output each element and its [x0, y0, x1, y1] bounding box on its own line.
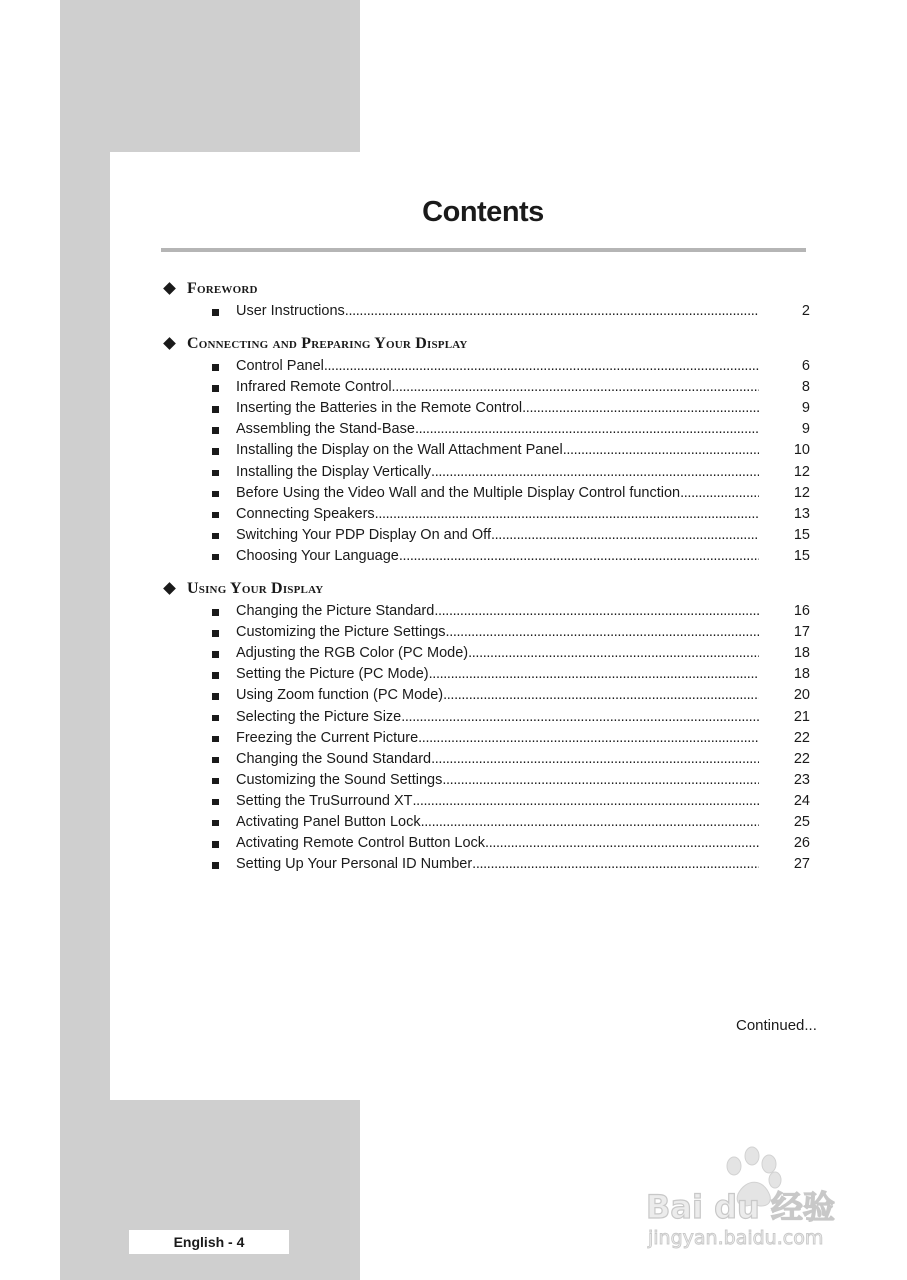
square-bullet-icon	[212, 309, 219, 316]
toc-entry-label: Setting the Picture (PC Mode)	[236, 666, 429, 683]
toc-entry[interactable]	[162, 504, 822, 525]
toc-entry-leader	[236, 812, 759, 833]
toc-entry-leader	[236, 643, 759, 664]
square-bullet-icon	[212, 820, 219, 827]
square-bullet-icon	[212, 448, 219, 455]
toc-entry-leader	[236, 525, 759, 546]
square-bullet-icon	[212, 862, 219, 869]
square-bullet-icon	[212, 609, 219, 616]
toc-entry-label: Selecting the Picture Size	[236, 708, 402, 725]
left-gray-strip	[60, 152, 110, 1100]
toc-entry-leader	[236, 707, 759, 728]
toc-entry[interactable]	[162, 462, 822, 483]
section-title: Foreword	[187, 280, 258, 297]
toc-entry[interactable]	[162, 440, 822, 461]
toc-entry-leader	[236, 728, 759, 749]
toc-entry-label: Before Using the Video Wall and the Multiple Display Control function	[236, 484, 681, 501]
toc-entry[interactable]	[162, 643, 822, 664]
section-foreword	[162, 276, 822, 322]
toc-entry-label: Installing the Display Vertically	[236, 463, 432, 480]
toc-entry[interactable]	[162, 685, 822, 706]
toc-entry-leader	[236, 546, 759, 567]
toc-entry[interactable]	[162, 791, 822, 812]
toc-entry[interactable]	[162, 728, 822, 749]
section-using	[162, 576, 822, 875]
toc-entry-leader	[236, 770, 759, 791]
table-of-contents	[162, 276, 822, 884]
toc-entry-page-number: 6	[801, 358, 810, 375]
toc-entry-leader	[236, 440, 759, 461]
toc-entry-leader	[236, 854, 759, 875]
square-bullet-icon	[212, 736, 219, 743]
toc-entry-label: Choosing Your Language	[236, 547, 399, 564]
toc-entry[interactable]	[162, 664, 822, 685]
toc-entry-label: Activating Panel Button Lock	[236, 813, 421, 830]
toc-entry-label: Using Zoom function (PC Mode)	[236, 687, 444, 704]
toc-entry-page-number: 10	[793, 442, 810, 459]
toc-entry-page-number: 20	[793, 687, 810, 704]
toc-entry-leader	[236, 483, 759, 504]
toc-entry-leader	[236, 685, 759, 706]
toc-entry-leader	[236, 833, 759, 854]
toc-entry-label: Switching Your PDP Display On and Off	[236, 526, 491, 543]
continued-note: Continued...	[736, 1017, 817, 1034]
toc-entry[interactable]	[162, 301, 822, 322]
watermark-url: jingyan.baidu.com	[648, 1227, 824, 1249]
toc-entry[interactable]	[162, 749, 822, 770]
toc-entry[interactable]	[162, 812, 822, 833]
square-bullet-icon	[212, 841, 219, 848]
toc-entry-label: Assembling the Stand-Base	[236, 421, 415, 438]
toc-entry[interactable]	[162, 546, 822, 567]
toc-entry-page-number: 22	[793, 750, 810, 767]
square-bullet-icon	[212, 533, 219, 540]
toc-entry-page-number: 22	[793, 729, 810, 746]
toc-entry-label: Activating Remote Control Button Lock	[236, 835, 486, 852]
square-bullet-icon	[212, 757, 219, 764]
toc-entry-page-number: 25	[793, 813, 810, 830]
toc-entry-label: Setting the TruSurround XT	[236, 792, 413, 809]
square-bullet-icon	[212, 364, 219, 371]
toc-entry-leader	[236, 791, 759, 812]
toc-entry[interactable]	[162, 398, 822, 419]
toc-entry-label: Control Panel	[236, 358, 324, 375]
square-bullet-icon	[212, 693, 219, 700]
toc-entry-leader	[236, 601, 759, 622]
square-bullet-icon	[212, 672, 219, 679]
diamond-bullet-icon	[163, 582, 176, 595]
toc-entry-page-number: 16	[793, 603, 810, 620]
toc-entry-page-number: 12	[793, 463, 810, 480]
toc-entry-page-number: 8	[801, 379, 810, 396]
header-gray-tab	[60, 0, 360, 152]
watermark-brand: Bai du 经验	[646, 1188, 835, 1226]
toc-entry[interactable]	[162, 854, 822, 875]
square-bullet-icon	[212, 778, 219, 785]
title-divider	[161, 248, 806, 252]
toc-entry[interactable]	[162, 377, 822, 398]
square-bullet-icon	[212, 799, 219, 806]
toc-entry-page-number: 21	[793, 708, 810, 725]
square-bullet-icon	[212, 630, 219, 637]
toc-entry-label: User Instructions	[236, 303, 345, 319]
toc-entry-page-number: 12	[793, 484, 810, 501]
diamond-bullet-icon	[163, 337, 176, 350]
toc-entry-label: Customizing the Sound Settings	[236, 771, 443, 788]
toc-entry-leader	[236, 419, 759, 440]
toc-entry-page-number: 13	[793, 505, 810, 522]
toc-entry-label: Connecting Speakers	[236, 505, 375, 522]
toc-entry-label: Inserting the Batteries in the Remote Control	[236, 400, 523, 417]
square-bullet-icon	[212, 470, 219, 477]
toc-entry-page-number: 17	[793, 624, 810, 641]
section-heading	[162, 276, 822, 301]
section-entries	[162, 356, 822, 567]
toc-entry-page-number: 18	[793, 666, 810, 683]
square-bullet-icon	[212, 715, 219, 722]
toc-entry-leader	[236, 301, 759, 322]
toc-entry-label: Infrared Remote Control	[236, 379, 392, 396]
toc-entry[interactable]	[162, 356, 822, 377]
toc-entry-label: Customizing the Picture Settings	[236, 624, 446, 641]
toc-entry[interactable]	[162, 833, 822, 854]
square-bullet-icon	[212, 406, 219, 413]
toc-entry[interactable]	[162, 622, 822, 643]
toc-entry-page-number: 26	[793, 835, 810, 852]
square-bullet-icon	[212, 427, 219, 434]
toc-entry[interactable]	[162, 419, 822, 440]
toc-entry-page-number: 9	[801, 400, 810, 417]
toc-entry-leader	[236, 398, 759, 419]
page-footer-label: English - 4	[129, 1230, 289, 1254]
toc-entry-page-number: 15	[793, 526, 810, 543]
square-bullet-icon	[212, 512, 219, 519]
toc-entry[interactable]	[162, 601, 822, 622]
toc-entry-page-number: 24	[793, 792, 810, 809]
section-title: Connecting and Preparing Your Display	[187, 335, 468, 353]
diamond-bullet-icon	[163, 282, 176, 295]
toc-entry-label: Freezing the Current Picture	[236, 729, 419, 746]
toc-entry[interactable]	[162, 770, 822, 791]
toc-entry-leader	[236, 504, 759, 525]
toc-entry-leader	[236, 664, 759, 685]
square-bullet-icon	[212, 385, 219, 392]
toc-entry-page-number: 27	[793, 856, 810, 873]
section-entries	[162, 301, 822, 322]
square-bullet-icon	[212, 651, 219, 658]
toc-entry[interactable]	[162, 483, 822, 504]
toc-entry-leader	[236, 749, 759, 770]
toc-entry-label: Changing the Picture Standard	[236, 603, 435, 620]
toc-entry-leader	[236, 462, 759, 483]
toc-entry[interactable]	[162, 707, 822, 728]
toc-entry-label: Changing the Sound Standard	[236, 750, 432, 767]
toc-entry-label: Installing the Display on the Wall Attachment Panel	[236, 442, 563, 459]
watermark-logo	[642, 1140, 857, 1250]
toc-entry-page-number: 9	[801, 421, 810, 438]
section-entries	[162, 601, 822, 875]
section-heading	[162, 331, 822, 356]
toc-entry-label: Setting Up Your Personal ID Number	[236, 856, 473, 873]
toc-entry-leader	[236, 377, 759, 398]
section-connecting	[162, 331, 822, 567]
toc-entry-label: Adjusting the RGB Color (PC Mode)	[236, 645, 469, 662]
section-title: Using Your Display	[187, 580, 324, 598]
page-title: Contents	[422, 196, 544, 228]
toc-entry[interactable]	[162, 525, 822, 546]
square-bullet-icon	[212, 491, 219, 498]
section-heading	[162, 576, 822, 601]
toc-entry-page-number: 2	[801, 303, 810, 319]
toc-entry-page-number: 18	[793, 645, 810, 662]
toc-entry-page-number: 23	[793, 771, 810, 788]
square-bullet-icon	[212, 554, 219, 561]
toc-entry-leader	[236, 622, 759, 643]
toc-entry-leader	[236, 356, 759, 377]
toc-entry-page-number: 15	[793, 547, 810, 564]
